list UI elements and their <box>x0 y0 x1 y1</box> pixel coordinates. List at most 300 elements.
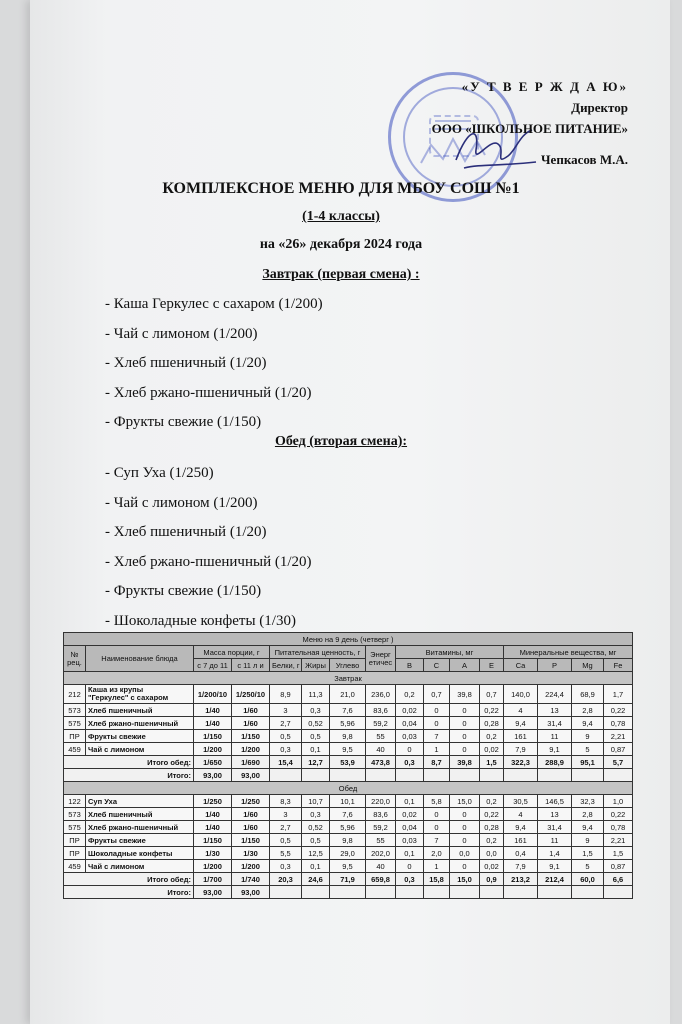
value-cell: 12,5 <box>302 847 330 860</box>
section-row <box>64 672 633 685</box>
value-cell: 0,22 <box>480 808 504 821</box>
value-cell: 1,7 <box>604 685 633 704</box>
empty-cell <box>424 886 450 899</box>
value-cell: 0,04 <box>396 717 424 730</box>
value-cell: 236,0 <box>366 685 396 704</box>
total-value-cell: 15,0 <box>450 873 480 886</box>
list-item: - Чай с лимоном (1/200) <box>105 325 258 342</box>
value-cell: 0 <box>450 834 480 847</box>
dish-name: Фрукты свежие <box>86 730 194 743</box>
col-header-vit-a: A <box>450 659 480 672</box>
portion-11-plus: 1/250/10 <box>232 685 270 704</box>
total-value-cell: 322,3 <box>504 756 538 769</box>
lunch-heading: Обед (вторая смена): <box>274 434 408 449</box>
value-cell: 2,21 <box>604 834 633 847</box>
dish-name: Каша из крупы "Геркулес" с сахаром <box>86 685 194 704</box>
value-cell: 0 <box>450 860 480 873</box>
value-cell: 0,22 <box>480 704 504 717</box>
dish-name: Чай с лимоном <box>86 743 194 756</box>
value-cell: 1 <box>424 743 450 756</box>
table-row <box>64 834 633 847</box>
empty-cell <box>480 886 504 899</box>
value-cell: 55 <box>366 834 396 847</box>
table-row <box>64 795 633 808</box>
value-cell: 224,4 <box>538 685 572 704</box>
total-value-cell: 8,7 <box>424 756 450 769</box>
empty-cell <box>572 769 604 782</box>
portion-7-11: 1/200 <box>194 860 232 873</box>
value-cell: 1,5 <box>604 847 633 860</box>
value-cell: 9 <box>572 730 604 743</box>
value-cell: 2,7 <box>270 717 302 730</box>
list-item: - Хлеб ржано-пшеничный (1/20) <box>105 384 312 401</box>
empty-cell <box>604 886 633 899</box>
table-row <box>64 743 633 756</box>
dish-name: Хлеб пшеничный <box>86 808 194 821</box>
value-cell: 0 <box>450 730 480 743</box>
value-cell: 2,8 <box>572 704 604 717</box>
col-header-energy: Энерг етичес <box>366 646 396 672</box>
value-cell: 0,1 <box>302 860 330 873</box>
value-cell: 0,87 <box>604 743 633 756</box>
portion-7-11: 1/40 <box>194 704 232 717</box>
empty-cell <box>366 769 396 782</box>
value-cell: 0,22 <box>604 808 633 821</box>
total-label: Итого обед: <box>64 873 194 886</box>
value-cell: 0,5 <box>270 730 302 743</box>
empty-cell <box>450 886 480 899</box>
approval-line: «У Т В Е Р Ж Д А Ю» <box>461 79 628 94</box>
portion-11-plus: 1/250 <box>232 795 270 808</box>
empty-cell <box>302 886 330 899</box>
value-cell: 1,0 <box>604 795 633 808</box>
value-cell: 5 <box>572 860 604 873</box>
value-cell: 15,0 <box>450 795 480 808</box>
portion-11-plus: 1/200 <box>232 860 270 873</box>
list-item: - Фрукты свежие (1/150) <box>105 414 262 431</box>
value-cell: 21,0 <box>330 685 366 704</box>
value-cell: 40 <box>366 743 396 756</box>
value-cell: 13 <box>538 808 572 821</box>
value-cell: 0,04 <box>396 821 424 834</box>
value-cell: 30,5 <box>504 795 538 808</box>
value-cell: 9,8 <box>330 730 366 743</box>
total-mass-7-11: 1/700 <box>194 873 232 886</box>
value-cell: 1 <box>424 860 450 873</box>
portion-7-11: 1/150 <box>194 834 232 847</box>
col-header-carbs: Углево <box>330 659 366 672</box>
value-cell: 7,9 <box>504 860 538 873</box>
empty-cell <box>604 769 633 782</box>
value-cell: 0,1 <box>302 743 330 756</box>
total-value-cell: 0,3 <box>396 873 424 886</box>
col-header-vit-c: C <box>424 659 450 672</box>
value-cell: 0,78 <box>604 717 633 730</box>
col-header-ca: Ca <box>504 659 538 672</box>
value-cell: 0,03 <box>396 834 424 847</box>
value-cell: 161 <box>504 834 538 847</box>
total-value-cell: 212,4 <box>538 873 572 886</box>
portion-7-11: 1/40 <box>194 717 232 730</box>
value-cell: 3 <box>270 704 302 717</box>
recipe-number: ПР <box>64 847 86 860</box>
approval-company: ООО «ШКОЛЬНОЕ ПИТАНИЕ» <box>431 121 628 136</box>
value-cell: 10,7 <box>302 795 330 808</box>
total-mass-7-11: 1/650 <box>194 756 232 769</box>
total-label: Итого обед: <box>64 756 194 769</box>
value-cell: 0,78 <box>604 821 633 834</box>
value-cell: 2,8 <box>572 808 604 821</box>
value-cell: 0,5 <box>270 834 302 847</box>
empty-cell <box>424 769 450 782</box>
empty-cell <box>504 886 538 899</box>
value-cell: 0,3 <box>302 704 330 717</box>
value-cell: 2,21 <box>604 730 633 743</box>
total-value-cell: 1,5 <box>480 756 504 769</box>
col-header-vit-e: E <box>480 659 504 672</box>
value-cell: 9,4 <box>572 821 604 834</box>
value-cell: 0,02 <box>396 704 424 717</box>
value-cell: 7 <box>424 834 450 847</box>
value-cell: 0,02 <box>480 743 504 756</box>
portion-11-plus: 1/150 <box>232 834 270 847</box>
portion-7-11: 1/200/10 <box>194 685 232 704</box>
section-label: Завтрак <box>64 672 633 685</box>
value-cell: 5,96 <box>330 717 366 730</box>
value-cell: 32,3 <box>572 795 604 808</box>
total-value-cell: 60,0 <box>572 873 604 886</box>
value-cell: 1,5 <box>572 847 604 860</box>
value-cell: 140,0 <box>504 685 538 704</box>
recipe-number: 212 <box>64 685 86 704</box>
value-cell: 9,4 <box>504 821 538 834</box>
total-value-cell: 5,7 <box>604 756 633 769</box>
value-cell: 0 <box>424 808 450 821</box>
value-cell: 7,6 <box>330 704 366 717</box>
empty-cell <box>396 886 424 899</box>
dish-name: Фрукты свежие <box>86 834 194 847</box>
value-cell: 0,0 <box>480 847 504 860</box>
nutrition-table <box>63 632 633 899</box>
value-cell: 0,28 <box>480 717 504 730</box>
table-caption: Меню на 9 день (четверг ) <box>64 633 633 646</box>
value-cell: 59,2 <box>366 717 396 730</box>
list-item: - Хлеб пшеничный (1/20) <box>105 524 267 541</box>
col-header-mass: Масса порции, г <box>194 646 270 659</box>
empty-cell <box>480 769 504 782</box>
dish-name: Шоколадные конфеты <box>86 847 194 860</box>
value-cell: 202,0 <box>366 847 396 860</box>
empty-cell <box>330 886 366 899</box>
portion-7-11: 1/40 <box>194 821 232 834</box>
portion-11-plus: 1/30 <box>232 847 270 860</box>
approval-position: Директор <box>571 100 628 115</box>
total-mass-7-11: 93,00 <box>194 769 232 782</box>
value-cell: 7,9 <box>504 743 538 756</box>
value-cell: 9,1 <box>538 860 572 873</box>
total-value-cell: 213,2 <box>504 873 538 886</box>
value-cell: 29,0 <box>330 847 366 860</box>
recipe-number: 575 <box>64 821 86 834</box>
value-cell: 0,1 <box>396 795 424 808</box>
portion-11-plus: 1/60 <box>232 717 270 730</box>
recipe-number: ПР <box>64 730 86 743</box>
section-label: Обед <box>64 782 633 795</box>
empty-cell <box>572 886 604 899</box>
value-cell: 9,5 <box>330 860 366 873</box>
total-value-cell: 6,6 <box>604 873 633 886</box>
value-cell: 2,0 <box>424 847 450 860</box>
total-value-cell: 24,6 <box>302 873 330 886</box>
total-value-cell: 15,8 <box>424 873 450 886</box>
total-value-cell: 39,8 <box>450 756 480 769</box>
value-cell: 8,3 <box>270 795 302 808</box>
total-value-cell: 20,3 <box>270 873 302 886</box>
value-cell: 68,9 <box>572 685 604 704</box>
list-item: - Хлеб ржано-пшеничный (1/20) <box>105 553 312 570</box>
col-header-vitamins: Витамины, мг <box>396 646 504 659</box>
list-item: - Хлеб пшеничный (1/20) <box>105 355 267 372</box>
list-item: - Каша Геркулес с сахаром (1/200) <box>105 296 323 312</box>
value-cell: 0,02 <box>396 808 424 821</box>
value-cell: 5,96 <box>330 821 366 834</box>
col-header-dish: Наименование блюда <box>86 646 194 672</box>
value-cell: 0 <box>450 704 480 717</box>
table-row <box>64 685 633 704</box>
value-cell: 83,6 <box>366 808 396 821</box>
value-cell: 8,9 <box>270 685 302 704</box>
value-cell: 83,6 <box>366 704 396 717</box>
value-cell: 0 <box>424 717 450 730</box>
portion-11-plus: 1/60 <box>232 808 270 821</box>
value-cell: 0 <box>450 743 480 756</box>
value-cell: 9 <box>572 834 604 847</box>
value-cell: 0 <box>424 821 450 834</box>
empty-cell <box>270 886 302 899</box>
value-cell: 161 <box>504 730 538 743</box>
value-cell: 0,2 <box>480 730 504 743</box>
total-value-cell: 0,9 <box>480 873 504 886</box>
section-row <box>64 782 633 795</box>
value-cell: 0,2 <box>396 685 424 704</box>
recipe-number: 122 <box>64 795 86 808</box>
col-header-mass-7-11: с 7 до 11 <box>194 659 232 672</box>
total-value-cell: 659,8 <box>366 873 396 886</box>
value-cell: 0,3 <box>270 860 302 873</box>
approval-signer: Чепкасов М.А. <box>541 152 628 167</box>
col-header-minerals: Минеральные вещества, мг <box>504 646 633 659</box>
empty-cell <box>504 769 538 782</box>
value-cell: 0,87 <box>604 860 633 873</box>
value-cell: 13 <box>538 704 572 717</box>
total-mass-11-plus: 1/690 <box>232 756 270 769</box>
value-cell: 0,7 <box>480 685 504 704</box>
empty-cell <box>270 769 302 782</box>
list-item: - Шоколадные конфеты (1/30) <box>105 612 296 629</box>
value-cell: 0,7 <box>424 685 450 704</box>
portion-7-11: 1/250 <box>194 795 232 808</box>
value-cell: 59,2 <box>366 821 396 834</box>
approval-block <box>432 76 628 170</box>
value-cell: 0,3 <box>302 808 330 821</box>
value-cell: 0,4 <box>504 847 538 860</box>
value-cell: 7,6 <box>330 808 366 821</box>
value-cell: 9,4 <box>572 717 604 730</box>
col-header-rec: № рец. <box>64 646 86 672</box>
value-cell: 0 <box>396 743 424 756</box>
total-mass-7-11: 93,00 <box>194 886 232 899</box>
value-cell: 0,2 <box>480 795 504 808</box>
col-header-fe: Fe <box>604 659 633 672</box>
recipe-number: 573 <box>64 704 86 717</box>
value-cell: 11 <box>538 834 572 847</box>
value-cell: 0 <box>450 808 480 821</box>
value-cell: 31,4 <box>538 821 572 834</box>
value-cell: 3 <box>270 808 302 821</box>
total-value-cell: 12,7 <box>302 756 330 769</box>
table-row <box>64 717 633 730</box>
value-cell: 10,1 <box>330 795 366 808</box>
value-cell: 5 <box>572 743 604 756</box>
value-cell: 0,5 <box>302 730 330 743</box>
total-mass-11-plus: 1/740 <box>232 873 270 886</box>
portion-7-11: 1/200 <box>194 743 232 756</box>
value-cell: 146,5 <box>538 795 572 808</box>
total-value-cell: 71,9 <box>330 873 366 886</box>
value-cell: 0,5 <box>302 834 330 847</box>
table-row <box>64 808 633 821</box>
col-header-mass-11: с 11 л и <box>232 659 270 672</box>
value-cell: 9,1 <box>538 743 572 756</box>
col-header-mg: Mg <box>572 659 604 672</box>
total-value-cell: 15,4 <box>270 756 302 769</box>
portion-7-11: 1/40 <box>194 808 232 821</box>
value-cell: 55 <box>366 730 396 743</box>
dish-name: Чай с лимоном <box>86 860 194 873</box>
recipe-number: 459 <box>64 860 86 873</box>
dish-name: Хлеб ржано-пшеничный <box>86 717 194 730</box>
lunch-list <box>105 459 312 637</box>
value-cell: 9,4 <box>504 717 538 730</box>
value-cell: 4 <box>504 808 538 821</box>
total-row <box>64 873 633 886</box>
value-cell: 4 <box>504 704 538 717</box>
empty-cell <box>538 769 572 782</box>
col-header-nutrition: Питательная ценность, г <box>270 646 366 659</box>
list-item: - Суп Уха (1/250) <box>105 465 214 481</box>
empty-cell <box>396 769 424 782</box>
total-value-cell: 53,9 <box>330 756 366 769</box>
value-cell: 1,4 <box>538 847 572 860</box>
empty-cell <box>450 769 480 782</box>
value-cell: 0,0 <box>450 847 480 860</box>
total-mass-11-plus: 93,00 <box>232 769 270 782</box>
total-row <box>64 886 633 899</box>
table-row <box>64 704 633 717</box>
breakfast-list <box>105 290 323 438</box>
table-row <box>64 860 633 873</box>
value-cell: 2,7 <box>270 821 302 834</box>
col-header-p: P <box>538 659 572 672</box>
value-cell: 5,5 <box>270 847 302 860</box>
total-row <box>64 769 633 782</box>
value-cell: 0 <box>450 717 480 730</box>
dish-name: Хлеб пшеничный <box>86 704 194 717</box>
value-cell: 220,0 <box>366 795 396 808</box>
portion-7-11: 1/150 <box>194 730 232 743</box>
value-cell: 39,8 <box>450 685 480 704</box>
value-cell: 9,5 <box>330 743 366 756</box>
value-cell: 0,03 <box>396 730 424 743</box>
table-row <box>64 730 633 743</box>
recipe-number: 573 <box>64 808 86 821</box>
portion-11-plus: 1/60 <box>232 704 270 717</box>
col-header-fat: Жиры <box>302 659 330 672</box>
recipe-number: 575 <box>64 717 86 730</box>
portion-11-plus: 1/150 <box>232 730 270 743</box>
table-row <box>64 847 633 860</box>
value-cell: 0 <box>424 704 450 717</box>
col-header-protein: Белки, г <box>270 659 302 672</box>
dish-name: Хлеб ржано-пшеничный <box>86 821 194 834</box>
col-header-vit-b: B <box>396 659 424 672</box>
value-cell: 11 <box>538 730 572 743</box>
list-item: - Фрукты свежие (1/150) <box>105 583 262 600</box>
empty-cell <box>538 886 572 899</box>
total-value-cell: 288,9 <box>538 756 572 769</box>
table-row <box>64 821 633 834</box>
total-label: Итого: <box>64 769 194 782</box>
portion-11-plus: 1/200 <box>232 743 270 756</box>
recipe-number: 459 <box>64 743 86 756</box>
portion-7-11: 1/30 <box>194 847 232 860</box>
list-item: - Чай с лимоном (1/200) <box>105 494 258 511</box>
recipe-number: ПР <box>64 834 86 847</box>
empty-cell <box>302 769 330 782</box>
grades-subtitle: (1-4 классы) <box>302 209 380 224</box>
empty-cell <box>366 886 396 899</box>
breakfast-heading: Завтрак (первая смена) : <box>262 267 420 282</box>
value-cell: 0,28 <box>480 821 504 834</box>
value-cell: 40 <box>366 860 396 873</box>
empty-cell <box>330 769 366 782</box>
total-row <box>64 756 633 769</box>
total-value-cell: 0,3 <box>396 756 424 769</box>
value-cell: 9,8 <box>330 834 366 847</box>
value-cell: 0,3 <box>270 743 302 756</box>
value-cell: 0,2 <box>480 834 504 847</box>
value-cell: 0,02 <box>480 860 504 873</box>
total-label: Итого: <box>64 886 194 899</box>
value-cell: 31,4 <box>538 717 572 730</box>
value-cell: 5,8 <box>424 795 450 808</box>
value-cell: 0,1 <box>396 847 424 860</box>
total-value-cell: 473,8 <box>366 756 396 769</box>
total-mass-11-plus: 93,00 <box>232 886 270 899</box>
value-cell: 0 <box>396 860 424 873</box>
page-title: КОМПЛЕКСНОЕ МЕНЮ ДЛЯ МБОУ СОШ №1 <box>162 180 520 197</box>
value-cell: 11,3 <box>302 685 330 704</box>
total-value-cell: 95,1 <box>572 756 604 769</box>
value-cell: 0,52 <box>302 717 330 730</box>
value-cell: 0 <box>450 821 480 834</box>
date-subtitle: на «26» декабря 2024 года <box>259 237 423 252</box>
value-cell: 7 <box>424 730 450 743</box>
portion-11-plus: 1/60 <box>232 821 270 834</box>
dish-name: Суп Уха <box>86 795 194 808</box>
value-cell: 0,52 <box>302 821 330 834</box>
value-cell: 0,22 <box>604 704 633 717</box>
